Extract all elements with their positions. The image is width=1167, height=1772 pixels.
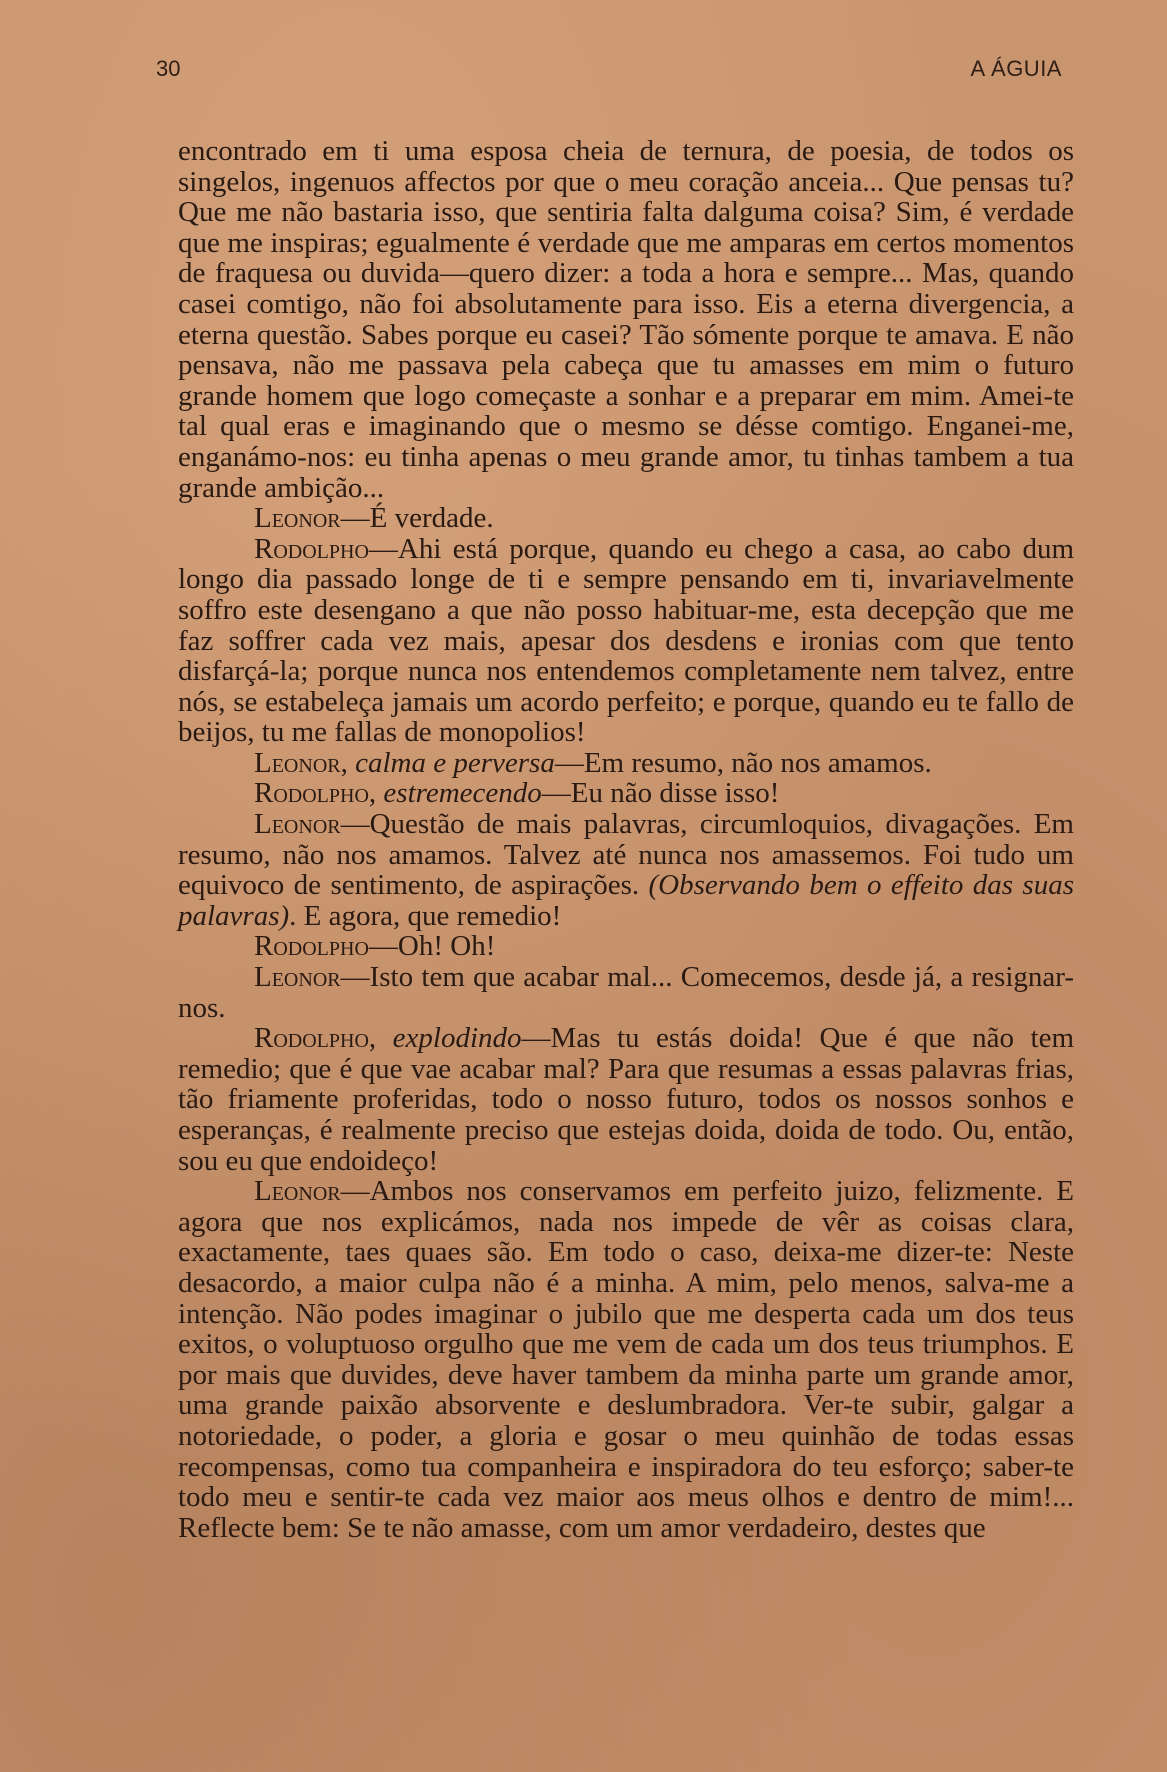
stage-direction: estremecendo xyxy=(383,777,542,810)
speaker-name: Leonor xyxy=(254,961,341,994)
speaker-name: Rodolpho xyxy=(254,930,369,963)
stage-direction: calma e perversa xyxy=(355,746,555,779)
dialogue-line xyxy=(178,534,1074,748)
page-number: 30 xyxy=(156,56,181,81)
dialogue-line xyxy=(178,962,1074,1023)
speech: —Ambos nos conservamos em perfeito juizo, felizmente. E agora que nos explicámos, nada nos impede de vêr as coisas clara, exactamente, taes quaes são. Em todo o caso, deixa-me dizer-te: Neste desacordo, a maior culpa não é a minha. A mim, pelo menos, salva-me a intenção. Não podes imaginar o jubilo que me desperta cada um dos teus exitos, o voluptuoso orgulho que me vem de cada um dos teus triumphos. E por mais que duvides, deve haver tambem da minha parte um grande amor, uma grande paixão absorvente e deslumbradora. Ver-te subir, galgar a notoriedade, o poder, a gloria e gosar o meu quinhão de todas essas recompensas, como tua companheira e inspiradora do teu esforço; saber-te todo meu e sentir-te cada vez maior aos meus olhos e dentro de mim!... Reflecte bem: Se te não amasse, com um amor verdadeiro, destes que xyxy=(178,1175,1074,1544)
dialogue-line: Leonor, calma e perversa—Em resumo, não nos amamos. xyxy=(254,746,932,779)
speaker-name: Rodolpho xyxy=(254,1022,369,1055)
dialogue-line: Rodolpho, estremecendo—Eu não disse isso! xyxy=(254,777,780,810)
speech: —Em resumo, não nos amamos. xyxy=(554,746,932,779)
speech: —Oh! Oh! xyxy=(368,930,496,963)
speech: —Mas tu estás doida! Que é que não tem remedio; que é que vae acabar mal? Para que resumas a essas palavras frias, tão friamente proferidas, todo o nosso futuro, todos os nossos sonhos e esperanças, é realmente preciso que estejas doida, doida de todo. Ou, então, sou eu que endoideço! xyxy=(178,1022,1075,1177)
paragraph: encontrado em ti uma esposa cheia de ternura, de poesia, de todos os singelos, ingenuos affectos por que o meu coração anceia... Que pensas tu? Que me não bastaria isso, que sentiria falta dalguma coisa? Sim, é verdade que me inspiras; egualmente é verdade que me amparas em certos momentos de fraquesa ou duvida—quero dizer: a toda a hora e sempre... Mas, quando casei comtigo, não foi absolutamente para isso. Eis a eterna divergencia, a eterna questão. Sabes porque eu casei? Tão sómente porque te amava. E não pensava, não me passava pela cabeça que tu amasses em mim o futuro grande homem que logo começaste a sonhar e a preparar em mim. Amei-te tal qual eras e imaginando que o mesmo se désse comtigo. Enganei-me, enganámo-nos: eu tinha apenas o meu grande amor, tu tinhas tambem a tua grande ambição... xyxy=(178,135,1074,504)
speech: —É verdade. xyxy=(340,502,494,535)
dialogue-line xyxy=(178,1176,1074,1543)
speech: —Isto tem que acabar mal... Comecemos, desde já, a resignar-nos. xyxy=(178,961,1074,1024)
stage-direction: explodindo xyxy=(392,1022,522,1055)
running-head: A ÁGUIA xyxy=(970,56,1062,81)
body-text xyxy=(178,136,1074,1543)
page-header xyxy=(156,56,1062,90)
speech: —Questão de mais palavras, circumloquios, divagações. Em resumo, não nos amamos. Talvez até nunca nos amassemos. Foi tudo um equivoco de sentimento, de aspirações. xyxy=(178,808,1074,902)
speaker-name: Leonor xyxy=(254,1175,341,1208)
stage-direction: (Observando bem o effeito das suas palavras) xyxy=(178,869,1075,932)
dialogue-line xyxy=(178,503,1074,534)
dialogue-line xyxy=(178,931,1074,962)
dialogue-line xyxy=(178,809,1074,931)
speaker-name: Leonor xyxy=(254,808,341,841)
speaker-name: Leonor xyxy=(254,746,341,779)
speaker-name: Rodolpho xyxy=(254,532,369,565)
speech-continued: . E agora, que remedio! xyxy=(289,899,562,932)
speaker-name: Leonor xyxy=(254,502,341,535)
speech: —Ahi está porque, quando eu chego a casa, ao cabo dum longo dia passado longe de ti e sempre pensando em ti, invariavelmente soffro este desengano a que não posso habituar-me, esta decepção que me faz soffrer cada vez mais, apesar dos desdens e ironias com que tento disfarçá-la; porque nunca nos entendemos completamente nem talvez, entre nós, se estabeleça jamais um acordo perfeito; e porque, quando eu te fallo de beijos, tu me fallas de monopolios! xyxy=(178,532,1074,749)
dialogue-line: Rodolpho, explodindo—Mas tu estás doida! Que é que não tem remedio; que é que vae acabar mal? Para que resumas a essas palavras frias, tão friamente proferidas, todo o nosso futuro, todos os nossos sonhos e esperanças, é realmente preciso que estejas doida, doida de todo. Ou, então, sou eu que endoideço! xyxy=(178,1022,1075,1177)
speech: —Eu não disse isso! xyxy=(541,777,780,810)
speaker-name: Rodolpho xyxy=(254,777,369,810)
